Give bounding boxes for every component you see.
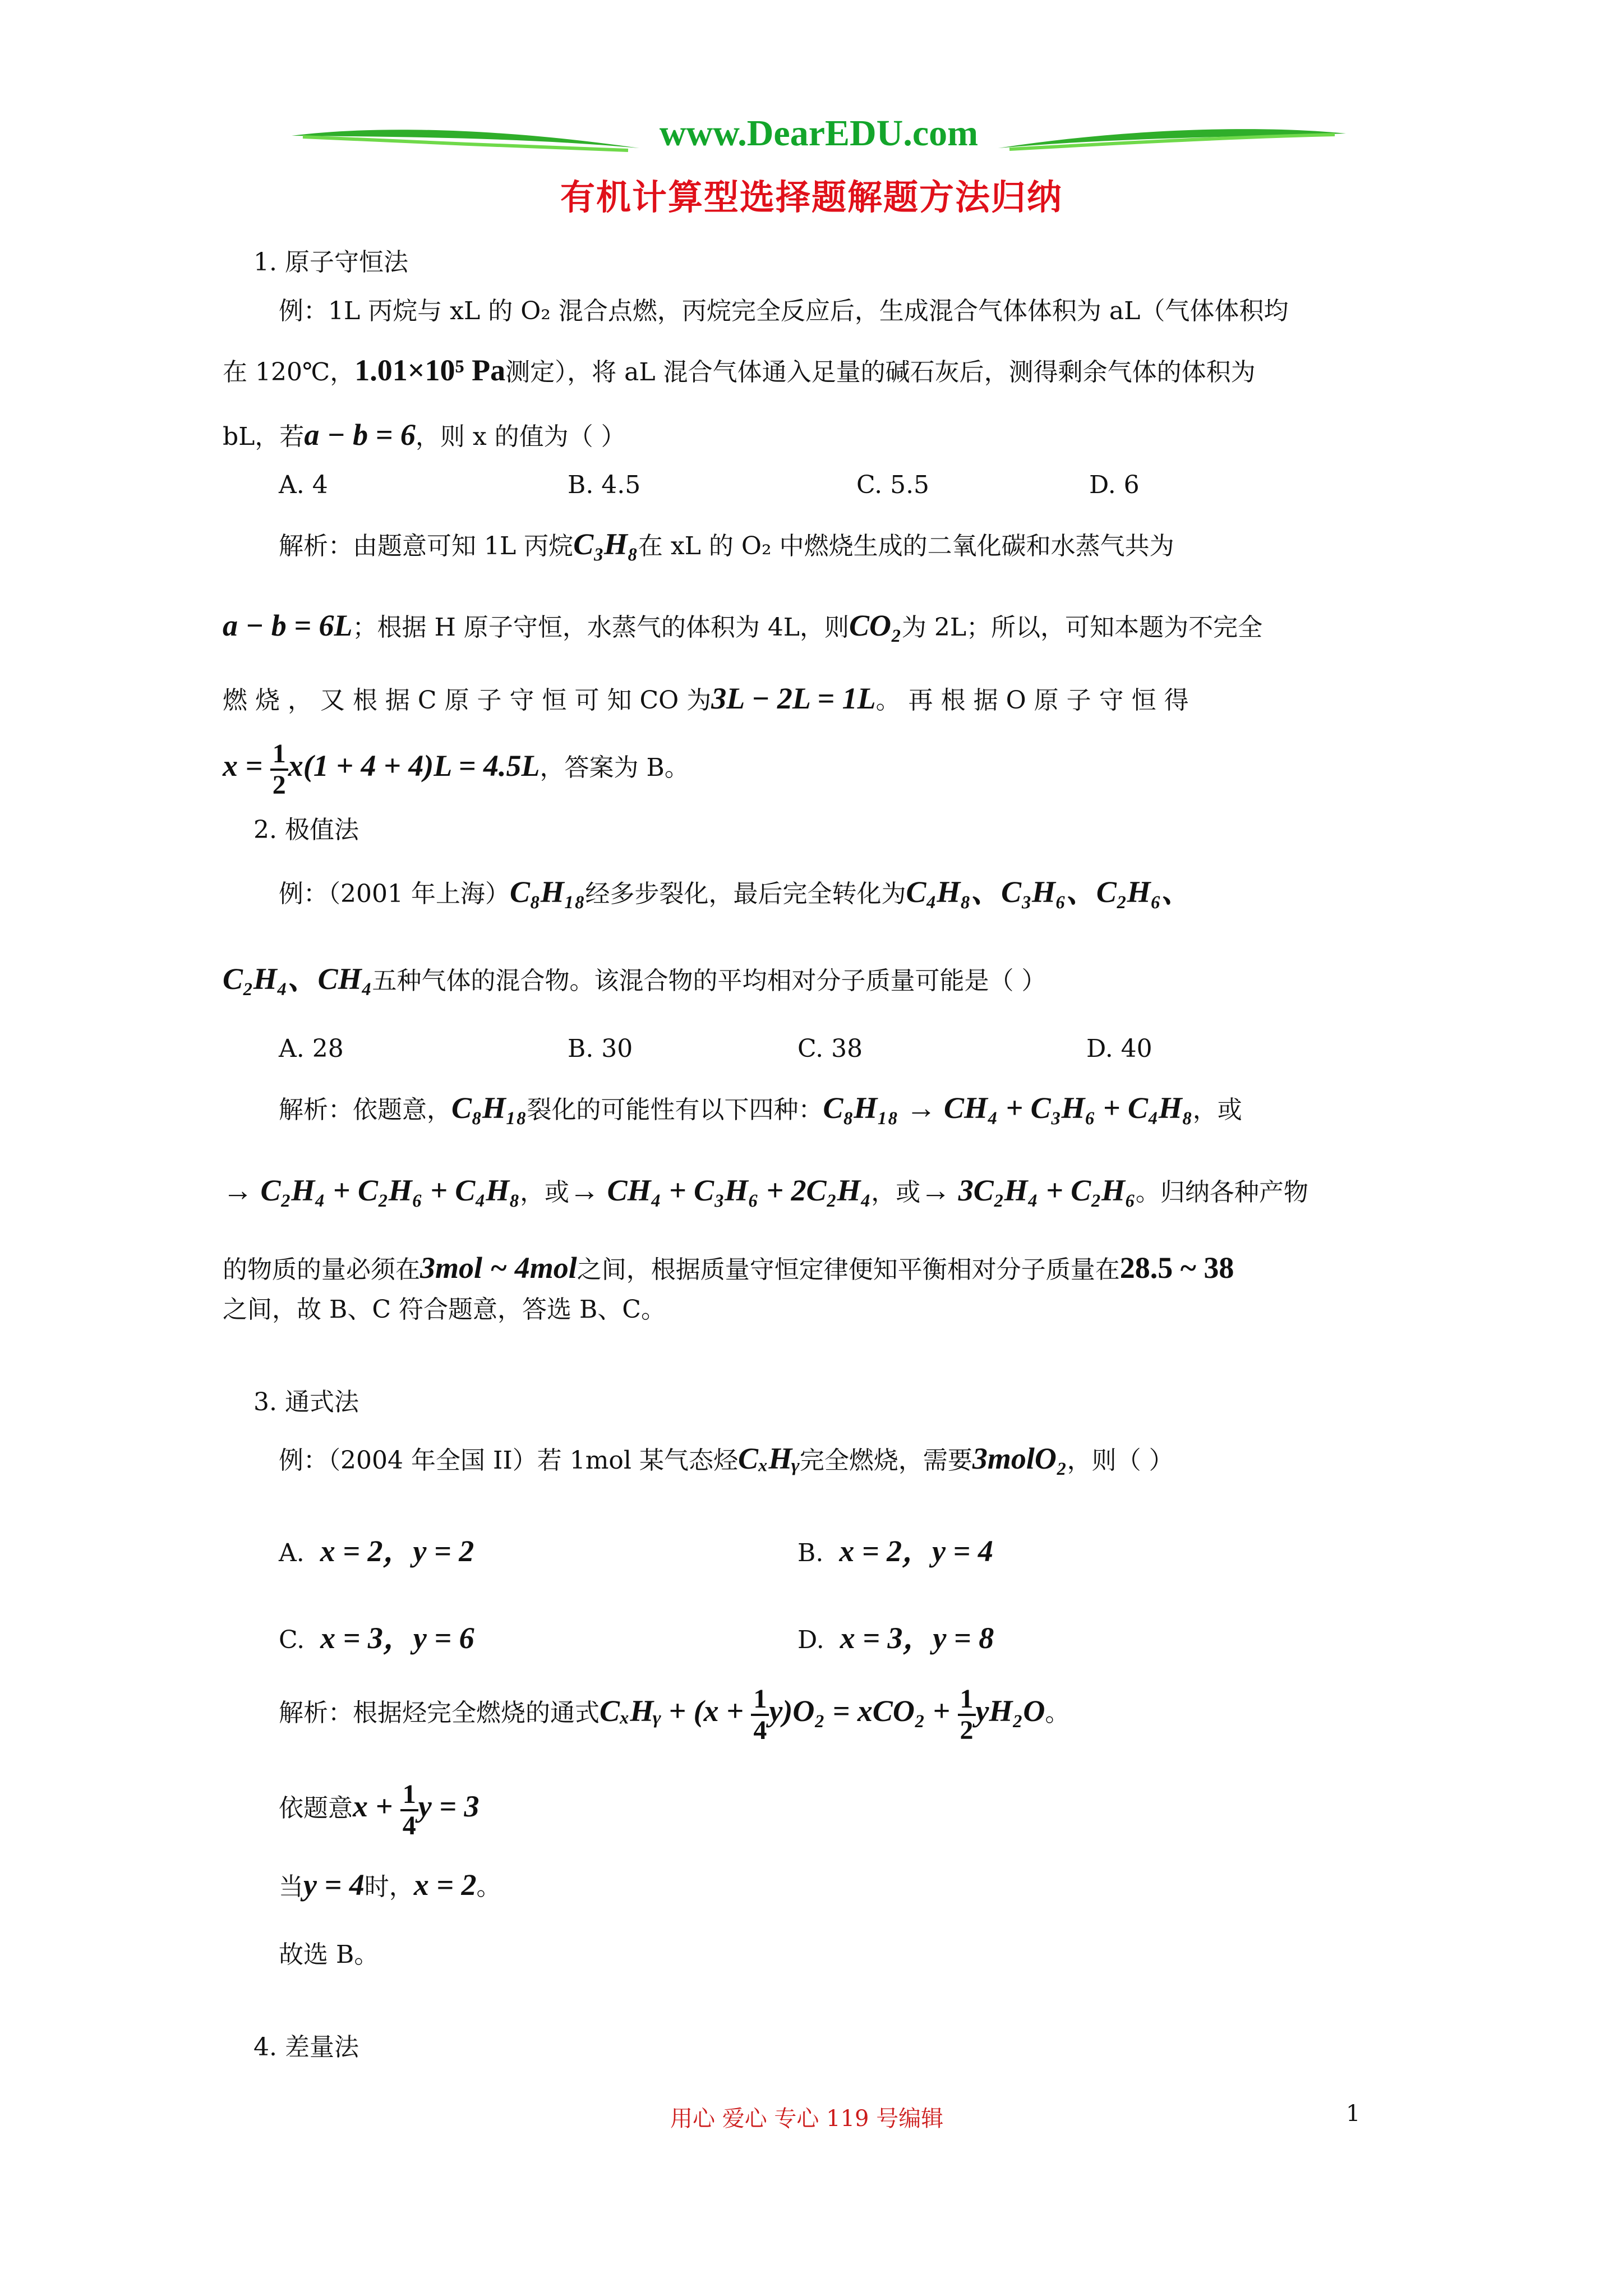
s3-math: y)O₂ = xCO₂ + bbox=[769, 1694, 958, 1728]
s2-text: 例：（2001 年上海） bbox=[279, 880, 510, 908]
s2-option-b: B. 30 bbox=[568, 1034, 633, 1063]
s2-solution-line-1 bbox=[279, 1091, 1242, 1127]
s1-text: bL，若 bbox=[223, 422, 305, 451]
s2-math: 28.5 ~ 38 bbox=[1119, 1251, 1234, 1285]
fraction-denominator: 4 bbox=[402, 1810, 416, 1841]
s2-math: → C₂H₄ + C₂H₆ + C₄H₈ bbox=[223, 1174, 520, 1207]
option-math: x = 2，y = 2 bbox=[320, 1534, 474, 1568]
fraction-numerator: 1 bbox=[958, 1685, 976, 1716]
s3-option-d bbox=[797, 1621, 994, 1657]
s3-text: 时， bbox=[364, 1872, 414, 1901]
s2-math: C₂H₄、CH₄ bbox=[223, 962, 372, 996]
fraction-denominator: 2 bbox=[272, 770, 286, 800]
fraction-denominator: 2 bbox=[960, 1715, 974, 1745]
fraction-denominator: 4 bbox=[753, 1715, 767, 1745]
s3-math: CₓHᵧ + (x + bbox=[600, 1694, 751, 1728]
s2-solution-line-2 bbox=[223, 1174, 1308, 1209]
s2-example-line-1 bbox=[279, 875, 1192, 911]
s3-text: 。 bbox=[476, 1872, 501, 1901]
option-label: A. bbox=[279, 1539, 305, 1567]
s2-text: 的物质的量必须在 bbox=[223, 1255, 420, 1284]
s1-math: 3L − 2L = 1L bbox=[711, 682, 876, 715]
s2-example-line-2 bbox=[223, 962, 1046, 998]
s1-math: x = bbox=[223, 749, 270, 783]
s3-text: 。 bbox=[1045, 1699, 1070, 1727]
s1-example-line-3 bbox=[223, 418, 626, 454]
s1-math: x(1 + 4 + 4)L = 4.5L bbox=[288, 749, 540, 783]
s2-text: 五种气体的混合物。该混合物的平均相对分子质量可能是（ ） bbox=[372, 967, 1046, 995]
s1-math-pressure: 1.01×10⁵ Pa bbox=[354, 353, 506, 387]
s2-text: ，或 bbox=[871, 1178, 921, 1207]
s3-option-a bbox=[279, 1534, 474, 1570]
option-math: x = 3，y = 8 bbox=[840, 1621, 994, 1655]
s2-text: ，或 bbox=[1192, 1096, 1242, 1124]
leaf-swoosh-right-icon bbox=[998, 125, 1346, 158]
fraction bbox=[958, 1685, 976, 1745]
s2-math: 3mol ~ 4mol bbox=[420, 1251, 577, 1285]
s2-math: C₈H₁₈ → CH₄ + C₃H₆ + C₄H₈ bbox=[823, 1091, 1193, 1125]
s3-text: ，则（ ） bbox=[1067, 1446, 1174, 1475]
s1-solution-line-2 bbox=[223, 609, 1262, 645]
fraction-numerator: 1 bbox=[400, 1780, 418, 1811]
s2-text: 裂化的可能性有以下四种： bbox=[527, 1096, 823, 1124]
s2-text: 。归纳各种产物 bbox=[1135, 1178, 1308, 1207]
s3-math: yH₂O bbox=[975, 1694, 1045, 1728]
s3-math: y = 4 bbox=[303, 1868, 365, 1902]
s1-option-c: C. 5.5 bbox=[856, 471, 930, 499]
section-3-heading: 3. 通式法 bbox=[253, 1388, 359, 1416]
option-label: D. bbox=[797, 1626, 824, 1654]
leaf-swoosh-left-icon bbox=[292, 125, 639, 158]
s3-solution-line-3 bbox=[279, 1868, 501, 1904]
s3-math: x + bbox=[353, 1789, 400, 1823]
option-label: B. bbox=[797, 1539, 824, 1567]
s3-text: 当 bbox=[279, 1872, 303, 1901]
s1-solution-line-4 bbox=[223, 729, 689, 804]
s3-solution-line-2 bbox=[279, 1770, 479, 1845]
s2-math: → CH₄ + C₃H₆ + 2C₂H₄ bbox=[569, 1174, 872, 1207]
s1-option-a: A. 4 bbox=[279, 471, 328, 499]
s1-text: 。 再 根 据 O 原 子 守 恒 得 bbox=[875, 686, 1189, 715]
s3-option-b bbox=[797, 1534, 993, 1570]
s2-math: C₄H₈、C₃H₆、C₂H₆、 bbox=[906, 875, 1192, 909]
s2-text: 经多步裂化，最后完全转化为 bbox=[585, 880, 906, 908]
s1-text: 在 120℃， bbox=[223, 358, 355, 386]
s2-option-d: D. 40 bbox=[1086, 1034, 1152, 1063]
s2-solution-line-3 bbox=[223, 1251, 1234, 1287]
s1-math: a − b = 6L bbox=[223, 609, 353, 642]
s2-text: 解析：依题意， bbox=[279, 1096, 451, 1124]
fraction-numerator: 1 bbox=[270, 739, 288, 771]
option-math: x = 2，y = 4 bbox=[839, 1534, 993, 1568]
section-2-heading: 2. 极值法 bbox=[253, 816, 359, 844]
fraction bbox=[270, 739, 288, 800]
s1-text: ，则 x 的值为（ ） bbox=[415, 422, 626, 451]
s2-solution-line-4: 之间，故 B、C 符合题意，答选 B、C。 bbox=[223, 1295, 666, 1324]
fraction bbox=[751, 1685, 769, 1745]
s1-example-line-1: 例：1L 丙烷与 xL 的 O₂ 混合点燃，丙烷完全反应后，生成混合气体体积为 aL（气体体积均 bbox=[279, 297, 1289, 325]
s2-text: 之间，根据质量守恒定律便知平衡相对分子质量在 bbox=[577, 1255, 1120, 1284]
s2-option-a: A. 28 bbox=[279, 1034, 344, 1063]
s2-text: ，或 bbox=[520, 1178, 570, 1207]
banner-text: www.DearEDU.com bbox=[659, 113, 979, 154]
s2-option-c: C. 38 bbox=[797, 1034, 863, 1063]
s1-option-b: B. 4.5 bbox=[568, 471, 641, 499]
header-banner bbox=[292, 112, 1335, 163]
s2-math: → 3C₂H₄ + C₂H₆ bbox=[920, 1174, 1136, 1207]
s1-text: 燃 烧 ， 又 根 据 C 原 子 守 恒 可 知 CO 为 bbox=[223, 686, 712, 715]
section-4-heading: 4. 差量法 bbox=[253, 2033, 359, 2062]
s3-text: 解析：根据烃完全燃烧的通式 bbox=[279, 1699, 600, 1727]
s1-option-d: D. 6 bbox=[1089, 471, 1140, 499]
s1-text: ；根据 H 原子守恒，水蒸气的体积为 4L，则 bbox=[352, 613, 850, 642]
s2-math: C₈H₁₈ bbox=[509, 875, 585, 909]
s2-math: C₈H₁₈ bbox=[451, 1091, 527, 1125]
s3-math: y = 3 bbox=[418, 1789, 479, 1823]
s1-math: C₃H₈ bbox=[573, 527, 638, 561]
s3-text: 依题意 bbox=[279, 1794, 353, 1823]
s3-text: 例：（2004 年全国 II）若 1mol 某气态烃 bbox=[279, 1446, 738, 1475]
fraction-numerator: 1 bbox=[751, 1685, 769, 1716]
s3-math: 3molO₂ bbox=[972, 1442, 1067, 1475]
s1-math: CO₂ bbox=[849, 609, 902, 642]
s3-example-line-1 bbox=[279, 1442, 1174, 1478]
s1-text: 为 2L；所以，可知本题为不完全 bbox=[901, 613, 1263, 642]
fraction bbox=[400, 1780, 418, 1841]
s3-math: x = 2 bbox=[413, 1868, 477, 1902]
page-title: 有机计算型选择题解题方法归纳 bbox=[560, 177, 1063, 218]
s1-text: 在 xL 的 O₂ 中燃烧生成的二氧化碳和水蒸气共为 bbox=[638, 532, 1174, 560]
s3-math: CₓHᵧ bbox=[737, 1442, 800, 1475]
s1-math-ab: a − b = 6 bbox=[304, 418, 416, 452]
s1-solution-line-1 bbox=[279, 527, 1174, 563]
s3-solution-line-4: 故选 B。 bbox=[279, 1940, 379, 1969]
s3-solution-line-1 bbox=[279, 1674, 1069, 1750]
s1-example-line-2 bbox=[223, 353, 1256, 389]
option-label: C. bbox=[279, 1626, 305, 1654]
s1-text: 测定），将 aL 混合气体通入足量的碱石灰后，测得剩余气体的体积为 bbox=[505, 358, 1256, 386]
s1-text: ，答案为 B。 bbox=[540, 753, 689, 782]
s3-option-c bbox=[279, 1621, 474, 1657]
s1-text: 解析：由题意可知 1L 丙烷 bbox=[279, 532, 574, 560]
option-math: x = 3，y = 6 bbox=[320, 1621, 474, 1655]
page-number: 1 bbox=[1346, 2101, 1361, 2127]
footer-text: 用心 爱心 专心 119 号编辑 bbox=[670, 2106, 944, 2132]
s1-solution-line-3 bbox=[223, 682, 1189, 717]
s3-text: 完全燃烧，需要 bbox=[799, 1446, 972, 1475]
section-1-heading: 1. 原子守恒法 bbox=[253, 248, 408, 277]
